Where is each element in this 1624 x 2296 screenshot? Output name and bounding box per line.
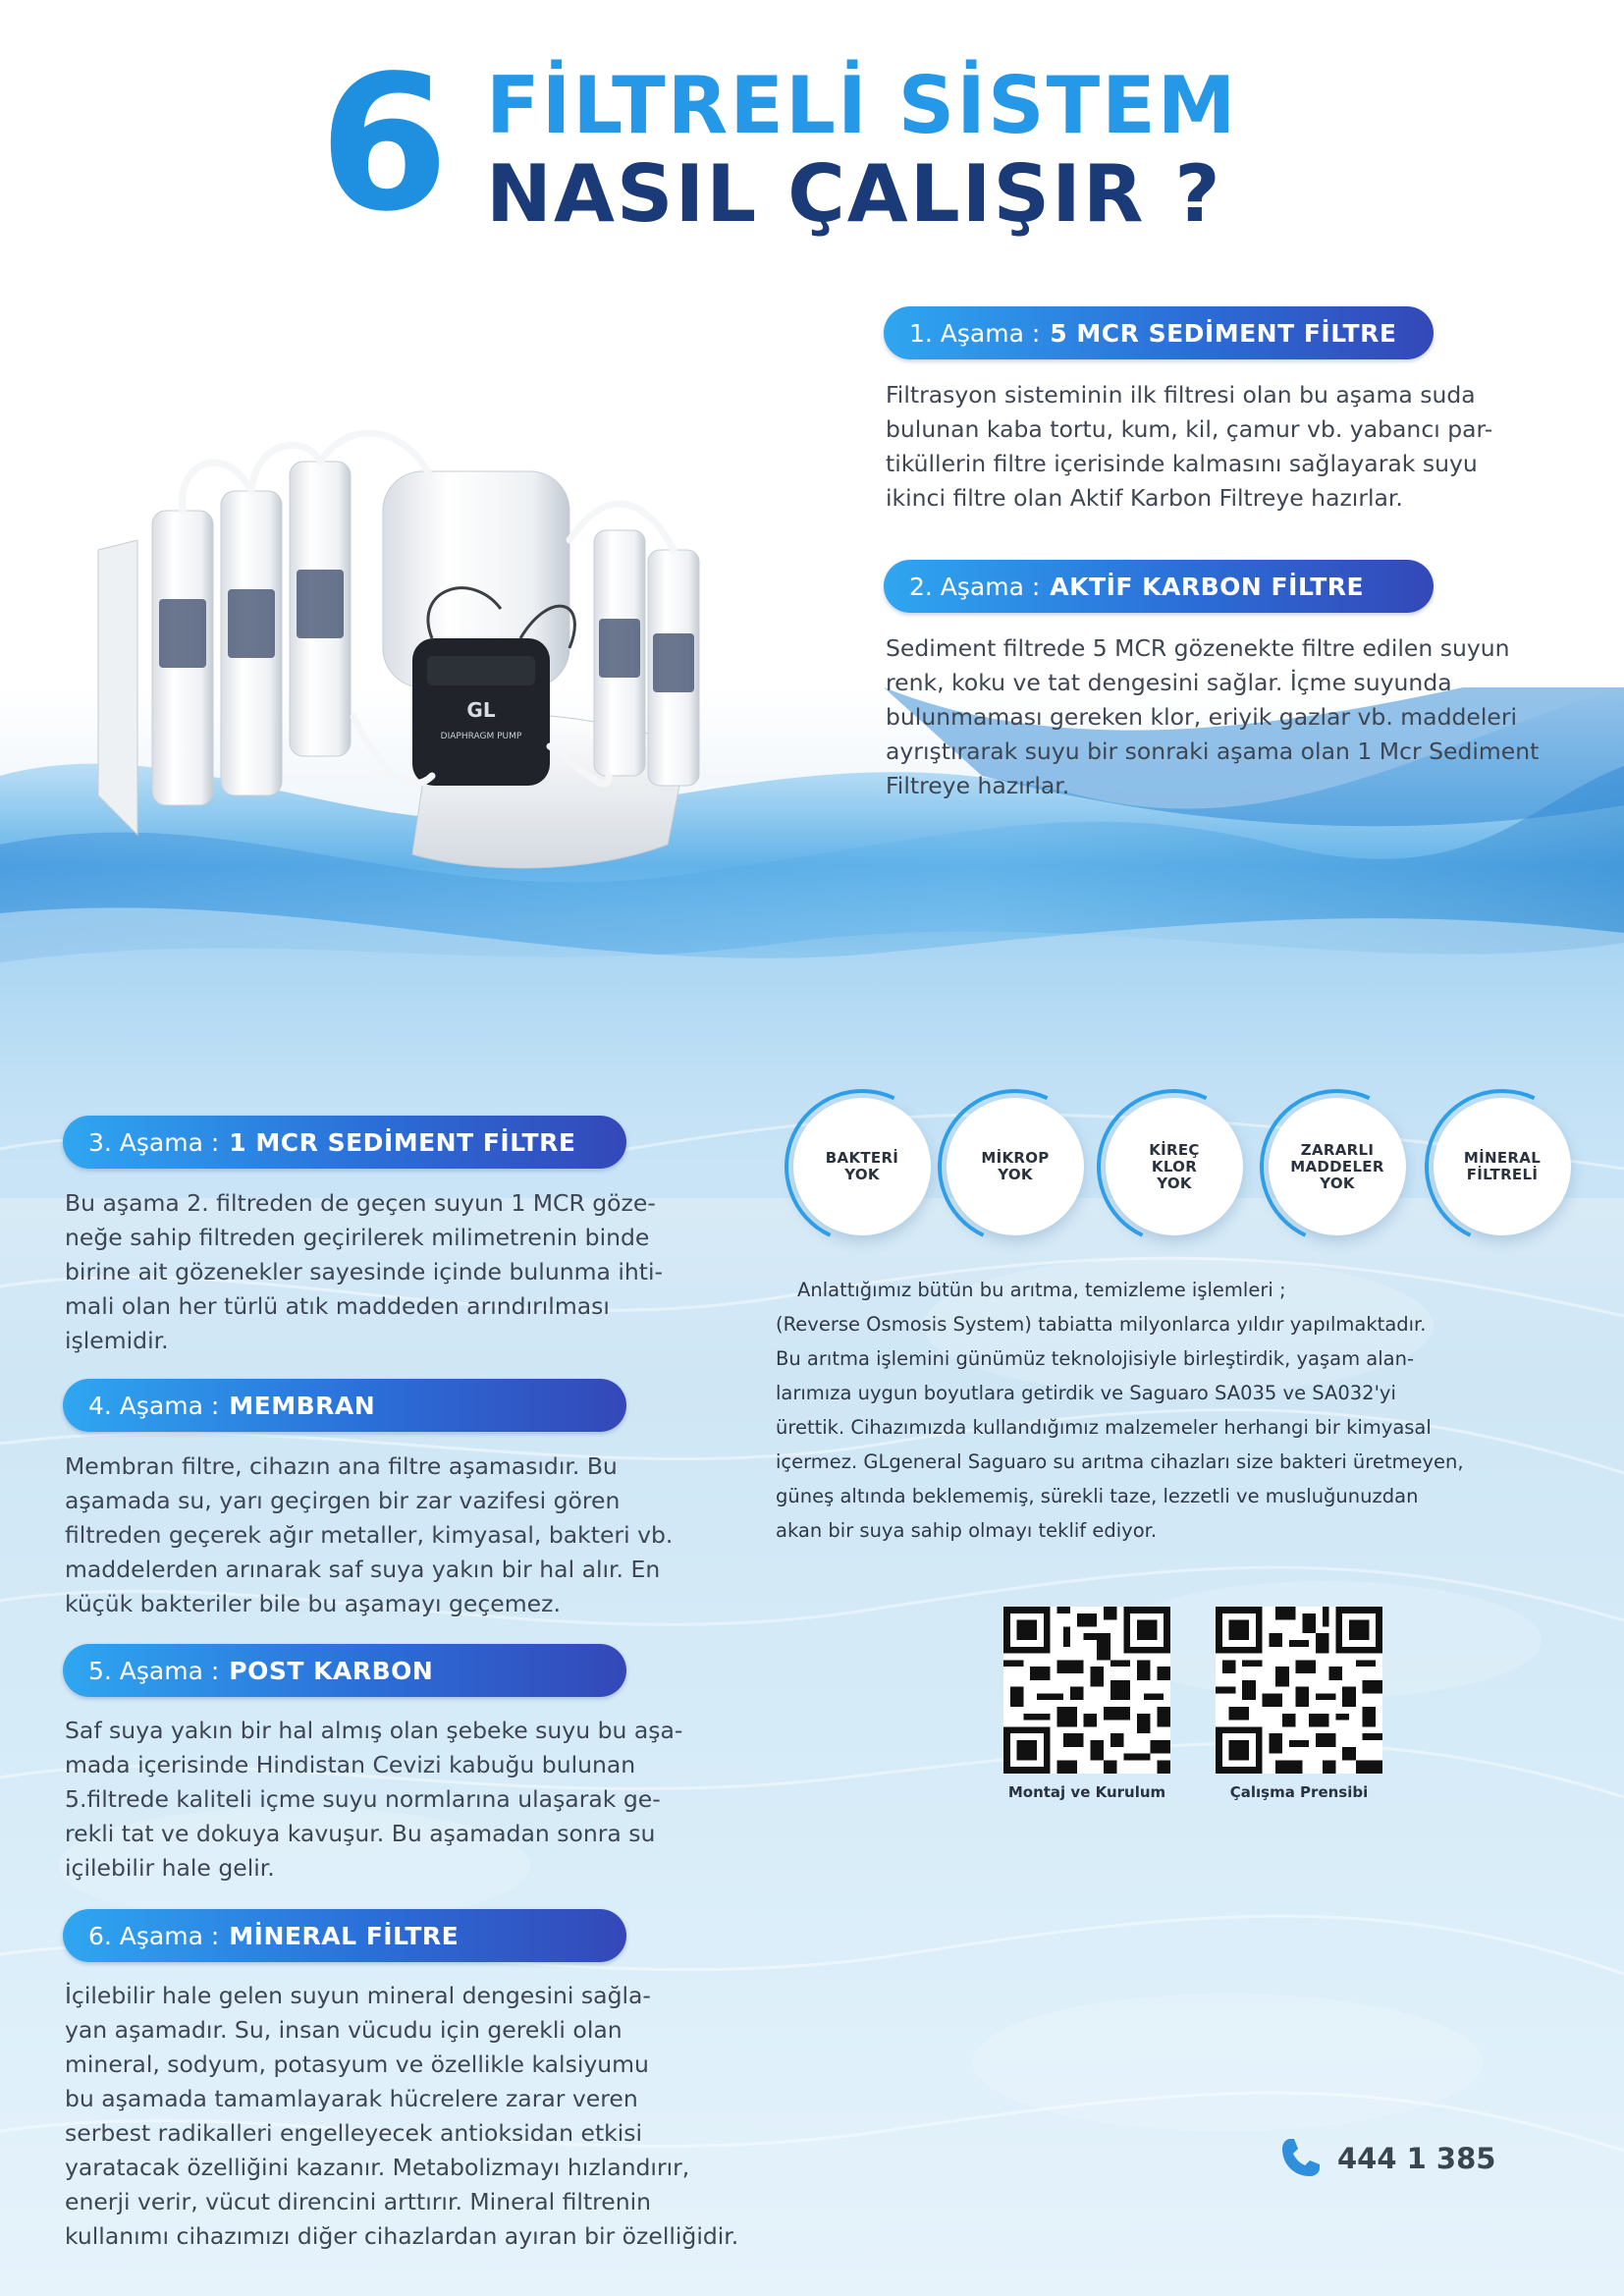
text-line: ayrıştırarak suyu bir sonraki aşama olan 1 Mcr Sediment — [886, 738, 1540, 765]
title-line-2: NASIL ÇALIŞIR ? — [486, 148, 1222, 240]
stage-1-header — [884, 306, 1434, 359]
text-line: larımıza uygun boyutlara getirdik ve Saguaro SA035 ve SA032'yi — [776, 1382, 1396, 1404]
stage-4-name: MEMBRAN — [229, 1391, 376, 1420]
info-paragraph — [776, 1273, 1581, 1548]
text-line: aşamada su, yarı geçirgen bir zar vazifesi gören — [65, 1487, 621, 1514]
badge-label: MİKROP YOK — [981, 1149, 1050, 1183]
stage-3-description — [65, 1186, 663, 1358]
text-line: enerji verir, vücut direncini arttırır. Mineral filtrenin — [65, 2188, 652, 2215]
badge-bakteri-yok — [793, 1098, 931, 1235]
text-line: yaratacak özelliğini kazanır. Metabolizmayı hızlandırır, — [65, 2154, 690, 2181]
stage-6-name: MİNERAL FİLTRE — [229, 1921, 460, 1950]
stage-4-description — [65, 1449, 673, 1621]
text-line: maddelerden arınarak saf suya yakın bir hal alır. En — [65, 1556, 661, 1583]
stage-2-header — [884, 560, 1434, 613]
text-line: işlemidir. — [65, 1327, 169, 1354]
text-line: ürettik. Cihazımızda kullandığımız malzemeler herhangi bir kimyasal — [776, 1416, 1432, 1439]
title-number: 6 — [319, 35, 446, 252]
badge-mineral-filtreli — [1434, 1098, 1571, 1235]
stage-1-name: 5 MCR SEDİMENT FİLTRE — [1050, 318, 1397, 348]
text-line: yan aşamadır. Su, insan vücudu için gerekli olan — [65, 2016, 623, 2044]
text-line: filtreden geçerek ağır metaller, kimyasal, bakteri vb. — [65, 1521, 674, 1549]
text-line: tiküllerin filtre içerisinde kalmasını sağlayarak suyu — [886, 450, 1478, 477]
phone-icon — [1276, 2135, 1324, 2182]
text-line: Filtrasyon sisteminin ilk filtresi olan bu aşama suda — [886, 381, 1476, 409]
text-line: Filtreye hazırlar. — [886, 772, 1070, 799]
text-line: Anlattığımız bütün bu arıtma, temizleme işlemleri ; — [797, 1279, 1286, 1301]
badge-label: MİNERAL FİLTRELİ — [1463, 1149, 1542, 1183]
stage-1-description — [886, 378, 1492, 516]
qr-code-montaj[interactable] — [1003, 1607, 1170, 1774]
phone-number: 444 1 385 — [1337, 2142, 1496, 2175]
text-line: birine ait gözenekler sayesinde içinde bulunma ihti- — [65, 1258, 664, 1285]
stage-6-header — [63, 1909, 626, 1962]
text-line: küçük bakteriler bile bu aşamayı geçemez. — [65, 1590, 561, 1617]
badge-kirec-klor-yok — [1106, 1098, 1243, 1235]
badge-label: BAKTERİ YOK — [825, 1149, 899, 1183]
text-line: Saf suya yakın bir hal almış olan şebeke suyu bu aşa- — [65, 1717, 683, 1744]
page-title — [319, 35, 1350, 252]
stage-6-number: 6. Aşama : — [88, 1921, 220, 1950]
text-line: Membran filtre, cihazın ana filtre aşamasıdır. Bu — [65, 1452, 618, 1480]
text-line: bulunmaması gereken klor, eriyik gazlar vb. maddeleri — [886, 703, 1518, 731]
text-line: Sediment filtrede 5 MCR gözenekte filtre edilen suyun — [886, 634, 1510, 662]
badge-label: ZARARLI MADDELER YOK — [1290, 1140, 1384, 1192]
text-line: mali olan her türlü atık maddeden arındırılması — [65, 1292, 610, 1320]
qr-code-calisma[interactable] — [1216, 1607, 1382, 1774]
text-line: akan bir suya sahip olmayı teklif ediyor. — [776, 1519, 1158, 1542]
stage-4-number: 4. Aşama : — [88, 1391, 220, 1420]
text-line: neğe sahip filtreden geçirilerek milimetrenin binde — [65, 1224, 650, 1251]
text-line: mada içerisinde Hindistan Cevizi kabuğu bulunan — [65, 1751, 636, 1778]
stage-3-name: 1 MCR SEDİMENT FİLTRE — [229, 1127, 576, 1157]
title-line-1: FİLTRELİ SİSTEM — [486, 60, 1238, 151]
text-line: (Reverse Osmosis System) tabiatta milyonlarca yıldır yapılmaktadır. — [776, 1313, 1427, 1336]
stage-2-name: AKTİF KARBON FİLTRE — [1050, 572, 1365, 601]
text-line: kullanımı cihazımızı diğer cihazlardan ayıran bir özelliğidir. — [65, 2222, 739, 2250]
stage-5-header — [63, 1644, 626, 1697]
badge-mikrop-yok — [947, 1098, 1084, 1235]
stage-6-description — [65, 1979, 738, 2254]
text-line: Bu arıtma işlemini günümüz teknolojisiyle birleştirdik, yaşam alan- — [776, 1347, 1414, 1370]
text-line: ikinci filtre olan Aktif Karbon Filtreye hazırlar. — [886, 484, 1403, 512]
stage-3-header — [63, 1116, 626, 1169]
text-line: içilebilir hale gelir. — [65, 1854, 275, 1882]
water-purifier-illustration — [59, 422, 707, 884]
stage-1-number: 1. Aşama : — [909, 318, 1041, 348]
qr-caption-calisma: Çalışma Prensibi — [1229, 1783, 1369, 1801]
stage-5-description — [65, 1714, 682, 1886]
stage-5-name: POST KARBON — [229, 1656, 434, 1685]
stage-5-number: 5. Aşama : — [88, 1656, 220, 1685]
pump-model-label: DIAPHRAGM PUMP — [440, 732, 522, 741]
phone-contact[interactable] — [1276, 2135, 1495, 2182]
text-line: içermez. GLgeneral Saguaro su arıtma cihazları size bakteri üretmeyen, — [776, 1450, 1464, 1473]
text-line: bulunan kaba tortu, kum, kil, çamur vb. yabancı par- — [886, 415, 1493, 443]
text-line: 5.filtrede kaliteli içme suyu normlarına ulaşarak ge- — [65, 1785, 661, 1813]
text-line: mineral, sodyum, potasyum ve özellikle kalsiyumu — [65, 2050, 649, 2078]
text-line: bu aşamada tamamlayarak hücrelere zarar veren — [65, 2085, 638, 2112]
text-line: rekli tat ve dokuya kavuşur. Bu aşamadan sonra su — [65, 1820, 656, 1847]
qr-caption-montaj: Montaj ve Kurulum — [1007, 1783, 1166, 1801]
stage-2-description — [886, 631, 1539, 803]
text-line: Bu aşama 2. filtreden de geçen suyun 1 MCR göze- — [65, 1189, 656, 1217]
stage-3-number: 3. Aşama : — [88, 1127, 220, 1157]
pump-brand-label: GL — [466, 698, 496, 722]
text-line: serbest radikalleri engelleyecek antioksidan etkisi — [65, 2119, 643, 2147]
stage-2-number: 2. Aşama : — [909, 572, 1041, 601]
text-line: İçilebilir hale gelen suyun mineral dengesini sağla- — [65, 1982, 651, 2009]
badge-zararli-maddeler-yok — [1269, 1098, 1406, 1235]
text-line: renk, koku ve tat dengesini sağlar. İçme suyunda — [886, 669, 1452, 696]
stage-4-header — [63, 1379, 626, 1432]
text-line: güneş altında beklememiş, sürekli taze, lezzetli ve musluğunuzdan — [776, 1485, 1419, 1507]
badge-label: KİREÇ KLOR YOK — [1149, 1140, 1200, 1192]
